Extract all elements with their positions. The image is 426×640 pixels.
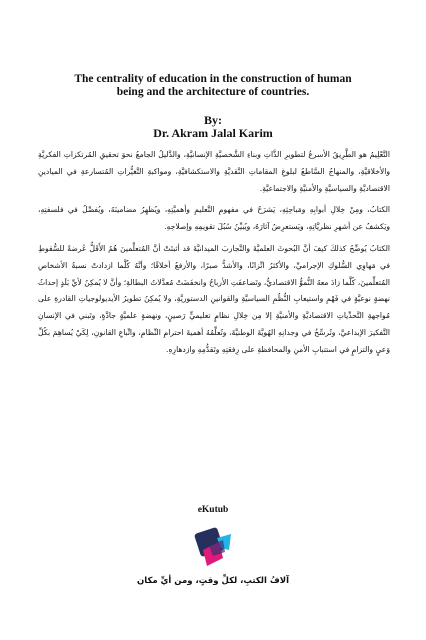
by-label: By: [204,113,222,127]
paragraph: الكتابُ، ومِنْ خِلالِ أبوابِهِ ومَباحِثِهِ، يَشرَحُ في مفهومِ التَّعليمِ وأهميَّتِهِ، ويُظهِرُ مضامينَهُ، ويُفصِّلُ في فلسفتِهِ، ويَكشفُ عن أشهرِ نظريَّاتِهِ، ويَستعرِضُ آثارَهُ، ويُبيِّنُ سُبُلَ تقويمِهِ وإصلاحِهِ. [38,205,390,232]
author-name: Dr. Akram Jalal Karim [153,126,273,140]
ekutub-logo-icon [193,524,237,568]
publisher-slogan: آلافُ الكتبِ، لكلِّ وقتٍ، ومن أيِّ مكان [137,576,289,586]
book-title: The centrality of education in the construction of human being and the architecture of countries. [74,73,352,98]
paragraph: الكتابُ يُوضِّحُ كذلكَ كيفَ أنَّ البُحوثَ العلميَّةَ والتَّجاربَ الميدانيَّةَ قد أثبتَتْ أنَّ المُتعلِّمينَ هُمُ الأَقَلُّ عُرضةً للسُّقوطِ في مَهاوِي السُّلوكِ الإجراميِّ، والأكثرُ اتِّزانًا، والأشدُّ صبرًا، والأرفعُ أخلاقًا؛ وأنَّهُ كُلَّما ازدادتْ نسبةُ الأشخاصِ المُتعلِّمينَ، كُلَّما زادَ معهُ النُّموُّ الاقتصاديُّ، وتَضاعفَتِ الأرباحُ وانخفَضَتْ مُعدَّلاتُ البطالةِ؛ وأنَّ لا يُمكِنُ لأيِّ بَلَدٍ إحداثُ نهضةٍ نوعيَّةٍ في فَهْمِ واستيعابِ النُّظُمِ السياسيَّةِ والقوانينِ الدستوريَّةِ، ولا يُمكِنُ تطويرُ الأيديولوجياتِ القادرةِ على مُواجهةِ التَّحدِّياتِ الاقتصاديَّةِ والأمنيَّةِ إلا مِن خِلالِ نظامٍ تعليميٍّ رَصينٍ، ونهضةٍ علميَّةٍ جادَّةٍ، وتَبني في الإنسانِ التَّفكيرَ الإبداعيَّ، وتُرسِّخُ في وجدانِهِ الهُويَّةَ الوطنيَّةَ، وتُعلِّمُهُ أهميةَ احترامِ النِّظامِ، واتِّباعِ القانونِ، لِكَيْ يُساهِمَ بكُلِّ وَعيٍ والتزامٍ في استتبابِ الأمنِ والمحافظةِ على رِفعَتِهِ وتَقدُّمِهِ وازدهارِهِ. [38,243,390,354]
blurb-body [38,147,390,364]
paragraph: التَّعْلِيمُ هو الطَّرِيقُ الأسرعُ لتطويرِ الذَّاتِ وبناءِ الشَّخصيَّةِ الإنسانيَّةِ، والدَّليلُ الجامعُ نحوَ تحقيقِ المُرتكزاتِ الفكريَّةِ والأخلاقيَّةِ، والمنهاجُ السَّاطعُ لبلوغِ المقاماتِ النَّقديَّةِ والاستكشافيَّةِ، ومواكبةِ التَّغيُّراتِ المُتسارعةِ في الميادينِ الاقتصاديَّةِ والسياسيَّةِ والأمنيَّةِ والاجتماعيَّةِ. [38,150,390,193]
publisher-name: eKutub [197,505,229,515]
